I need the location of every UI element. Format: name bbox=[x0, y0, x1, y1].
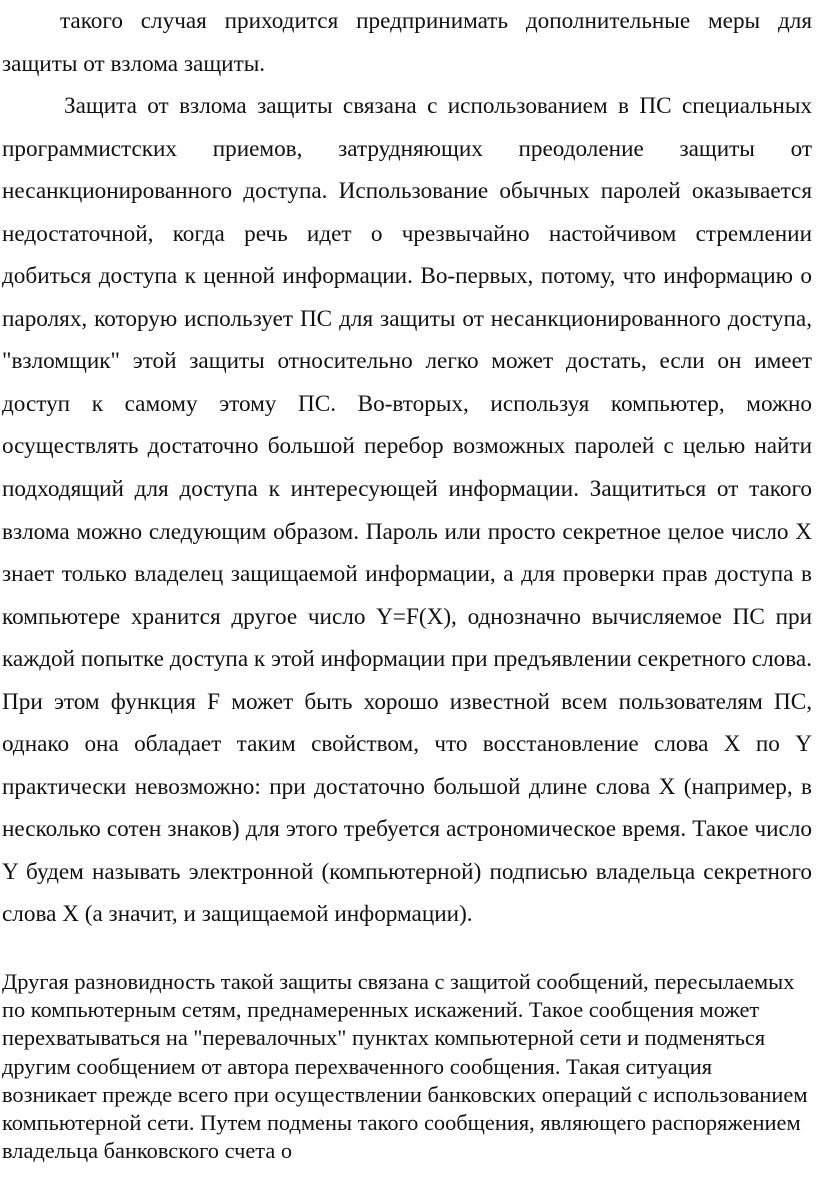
tail-text-block bbox=[2, 968, 810, 1165]
paragraph-continuation: такого случая приходится предпринимать дополнительные меры для защиты от взлома защиты. bbox=[2, 8, 812, 77]
paragraph-message-protection: Другая разновидность такой защиты связана с защитой сообщений, пересылаемых по компьютерным сетям, преднамеренных искажений. Такое сообщения может перехватываться на "перевалочных" пунктах компьютерной сети и подменяться другим сообщением от автора перехваченного сообщения. Такая ситуация возникает прежде всего при осуществлении банковских операций с использованием компьютерной сети. Путем подмены такого сообщения, являющего распоряжением владельца банковского счета о bbox=[2, 969, 808, 1164]
main-text-block bbox=[2, 0, 812, 936]
paragraph-protection-against-cracking: Защита от взлома защиты связана с использованием в ПС специальных программистских приемов, затрудняющих преодоление защиты от несанкционированного доступа. Использование обычных паролей оказывается недостаточной, когда речь идет о чрезвычайно настойчивом стремлении добиться доступа к ценной информации. Во-первых, потому, что информацию о паролях, которую использует ПС для защиты от несанкционированного доступа, "взломщик" этой защиты относительно легко может достать, если он имеет доступ к самому этому ПС. Во-вторых, используя компьютер, можно осуществлять достаточно большой перебор возможных паролей с целью найти подходящий для доступа к интересующей информации. Защититься от такого взлома можно следующим образом. Пароль или просто секретное целое число X знает только владелец защищаемой информации, а для проверки прав доступа в компьютере хранится другое число Y=F(X), однозначно вычисляемое ПС при каждой попытке доступа к этой информации при предъявлении секретного слова. При этом функция F может быть хорошо известной всем пользователям ПС, однако она обладает таким свойством, что восстановление слова X по Y практически невозможно: при достаточно большой длине слова X (например, в несколько сотен знаков) для этого требуется астрономическое время. Такое число Y будем называть электронной (компьютерной) подписью владельца секретного слова X (а значит, и защищаемой информации). bbox=[2, 93, 812, 928]
